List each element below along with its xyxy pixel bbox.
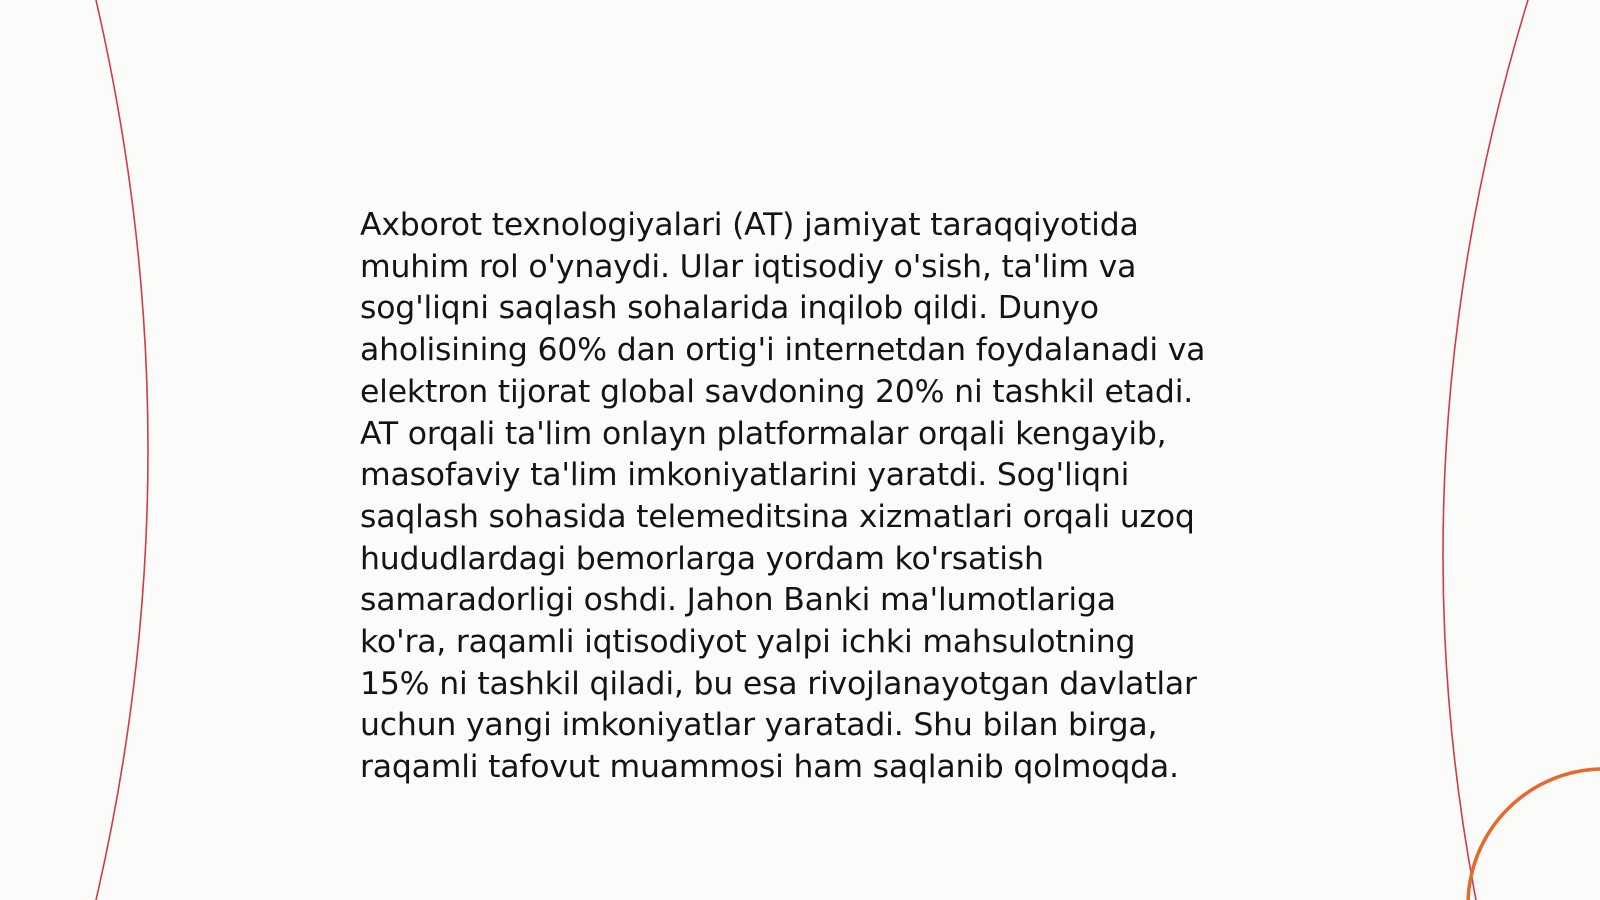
orange-arc xyxy=(1468,769,1600,900)
paragraph-line: samaradorligi oshdi. Jahon Banki ma'lumotlariga xyxy=(360,582,1116,619)
paragraph-line: Axborot texnologiyalari (AT) jamiyat taraqqiyotida xyxy=(360,207,1139,243)
paragraph-line: 15% ni tashkil qiladi, bu esa rivojlanayotgan davlatlar xyxy=(360,665,1197,702)
paragraph-line: uchun yangi imkoniyatlar yaratadi. Shu bilan birga, xyxy=(360,707,1158,744)
paragraph-line: ko'ra, raqamli iqtisodiyot yalpi ichki mahsulotning xyxy=(360,624,1136,661)
paragraph-line: masofaviy ta'lim imkoniyatlarini yaratdi. Sog'liqni xyxy=(360,457,1130,494)
paragraph-line: saqlash sohasida telemeditsina xizmatlari orqali uzoq xyxy=(360,498,1195,535)
paragraph-line: muhim rol o'ynaydi. Ular iqtisodiy o'sish, ta'lim va xyxy=(360,248,1137,285)
left-curve xyxy=(96,0,148,900)
right-curve xyxy=(1443,0,1528,900)
paragraph-line: sog'liqni saqlash sohalarida inqilob qildi. Dunyo xyxy=(360,290,1099,327)
paragraph-line: AT orqali ta'lim onlayn platformalar orqali kengayib, xyxy=(360,415,1167,452)
paragraph-line: raqamli tafovut muammosi ham saqlanib qolmoqda. xyxy=(360,749,1179,786)
paragraph-line: elektron tijorat global savdoning 20% ni tashkil etadi. xyxy=(360,373,1194,410)
paragraph-line: hududlardagi bemorlarga yordam ko'rsatish xyxy=(360,540,1044,577)
body-paragraph xyxy=(360,205,1260,789)
paragraph-line: aholisining 60% dan ortig'i internetdan foydalanadi va xyxy=(360,332,1206,369)
